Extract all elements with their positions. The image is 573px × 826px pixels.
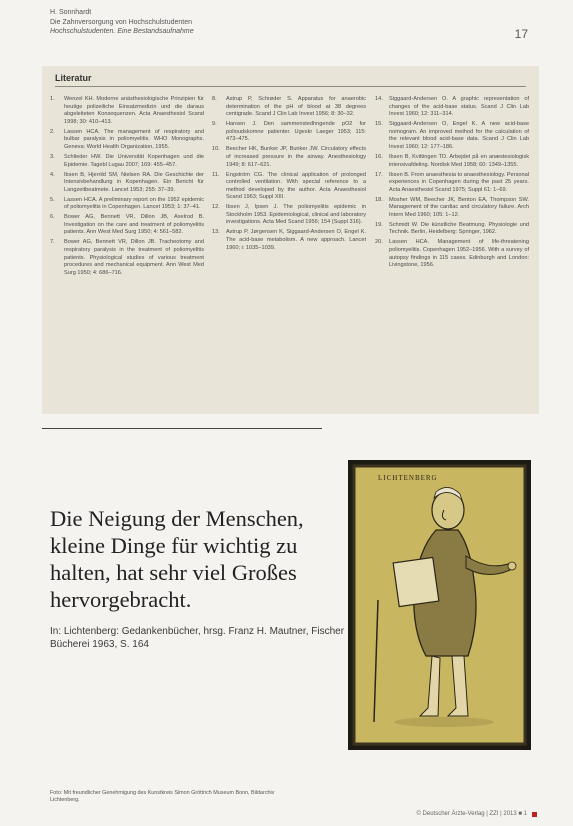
caricature-shadow: [394, 717, 494, 727]
reference-number: 14.: [375, 96, 383, 102]
reference-number: 7.: [50, 239, 55, 246]
reference-column-2: [212, 96, 366, 255]
caricature-label: LICHTENBERG: [378, 474, 438, 482]
caricature-hand: [508, 562, 516, 570]
reference-number: 8.: [212, 96, 217, 102]
section-divider: [42, 428, 322, 429]
reference-text: Hansen J. Den sammenstedhngende pO2 for polioudskomne patienter. Ugeskr Laeger 1953; 115: 473–475.: [226, 121, 366, 143]
reference-item: [212, 121, 366, 144]
reference-number: 15.: [375, 121, 383, 128]
reference-text: Wenzel KH. Moderne anästhesiologische Prinzipien für heutige polizeiliche Einsatzmedizin und die daraus abgeleiteten Konsequenzen. Acta Anaesthesiol Scand 1998; 30: 410–413.: [64, 96, 204, 125]
reference-number: 18.: [375, 196, 383, 203]
page-footer: [416, 811, 537, 817]
reference-item: [50, 96, 204, 126]
footer-text: © Deutscher Ärzte-Verlag | ZZI | 2013 ■ 1: [416, 811, 527, 817]
reference-item: [50, 154, 204, 169]
reference-text: Astrup P, Jørgensen K, Siggaard-Andersen O, Engel K. The acid-base metabolism. A new approach. Lancet 1960; i: 1035–1039.: [226, 229, 366, 251]
reference-number: 3.: [50, 153, 55, 160]
reference-item: [50, 172, 204, 195]
reference-number: 10.: [212, 146, 220, 153]
reference-item: [212, 146, 366, 169]
lichtenberg-caricature: [348, 460, 531, 750]
reference-text: Engström CG. The clinical application of prolonged controlled ventilation. With special reference to a method developed by the author. Acta Anaesthesiol Scand 1963; Suppl XIII.: [226, 171, 366, 201]
reference-text: Ibsen J, Ipsen J. The poliomyelitis epidemic in Stockholm 1953. Epidemiological, clinical and laboratory investigations. Acta Med Scand 1956; 154 (Suppl 316).: [226, 204, 366, 226]
quote-source: In: Lichtenberg: Gedankenbücher, hrsg. Franz H. Mautner, Fischer Bücherei 1963, S. 164: [50, 626, 345, 650]
reference-item: [212, 96, 366, 119]
reference-item: [375, 239, 529, 269]
reference-number: 9.: [212, 121, 217, 128]
header-author: H. Sonnhardt: [50, 9, 92, 16]
reference-item: [375, 172, 529, 195]
reference-text: Ibsen B, Hjerrild SM, Nielsen RA. Die Geschichte der Intensivbehandlung in Kopenhagen. Ein Bericht für Langzeitbeatmete. Lancet 1953; 255: 37–39.: [64, 171, 204, 193]
reference-item: [50, 129, 204, 152]
reference-text: Siggaard-Andersen O, Engel K. A new acid-base nomogram. An improved method for the calculation of the relevant blood acid-base data. Scand J Clin Lab Invest 1960; 12: 177–186.: [389, 121, 529, 150]
reference-number: 5.: [50, 196, 55, 203]
reference-text: Beecher HK, Bunker JP, Bunker JW. Circulatory effects of increased pressure in the airway. Anesthesiology 1949; 8: 617–621.: [226, 146, 366, 168]
reference-text: Ibsen B, Kvittingen TD. Arbejdet på en anæstesiologisk intensivafdeling. Nordisk Med 1958; 60: 1349–1355.: [389, 153, 529, 168]
reference-number: 19.: [375, 221, 383, 228]
reference-item: [212, 172, 366, 202]
footer-marker: [532, 812, 537, 817]
reference-text: Schmidt W. Die künstliche Beatmung. Physiologie und Technik. Berlin, Heidelberg: Springer, 1962.: [389, 221, 529, 236]
reference-item: [375, 222, 529, 237]
reference-text: Siggaard-Andersen O. A graphic representation of changes of the acid-base status. Scand J Clin Lab Invest 1960; 12: 311–314.: [389, 96, 529, 118]
reference-item: [375, 197, 529, 220]
reference-text: Schlieder HW. Die Universität Kopenhagen und die Epidemie. Tagebl Lugau 2007; 169: 455–457.: [64, 153, 204, 168]
reference-item: [212, 229, 366, 252]
literature-title: Literatur: [55, 73, 92, 83]
reference-number: 4.: [50, 171, 55, 178]
reference-number: 20.: [375, 239, 383, 246]
reference-column-3: [375, 96, 529, 272]
reference-text: Lassen HCA. The management of respiratory and bulbar paralysis in poliomyelitis. WHO Monographs. Geneva: World Health Organization, 1955.: [64, 128, 204, 150]
reference-text: Lassen HCA. A preliminary report on the 1952 epidemic of poliomyelitis in Copenhagen. Lancet 1953; 1: 37–41.: [64, 196, 204, 211]
reference-text: Mosher WM, Beecher JK, Benton EA, Thompson SW. Management of the cardiac and circulatory failure. Arch Intern Med 1960; 105: 1–12.: [389, 196, 529, 218]
caricature-book: [393, 557, 439, 606]
caricature-drawing: [348, 460, 531, 750]
reference-item: [375, 121, 529, 151]
reference-item: [50, 239, 204, 277]
reference-text: Bower AG, Bennett VR, Dillon JB, Axelrod B. Investigation on the care and treatment of poliomyelitis patients. Ann West Med Surg 1950; 4: 561–582.: [64, 214, 204, 236]
reference-item: [375, 96, 529, 119]
reference-text: Lassen HCA. Management of life-threatening poliomyelitis. Copenhagen 1952–1956. With a survey of autopsy findings in 115 cases. Edinburgh and London: Livingstone, 1956.: [389, 239, 529, 269]
running-header: [50, 8, 530, 37]
reference-item: [50, 214, 204, 237]
quote-text: Die Neigung der Menschen, kleine Dinge für wichtig zu halten, hat sehr viel Großes hervorgebracht.: [50, 506, 304, 612]
reference-number: 12.: [212, 204, 220, 211]
reference-item: [375, 154, 529, 169]
photo-credit: Foto: Mit freundlicher Genehmigung des Kunstkreis Simon Gröttrich Museum Bonn, Bildarchiv Lichtenberg.: [50, 790, 275, 804]
reference-text: Astrup P, Schrøder S. Apparatus for anaerobic determination of the pH of blood at 38 degrees centigrade. Scand J Clin Lab Invest 1956; 8: 30–32.: [226, 96, 366, 118]
reference-number: 2.: [50, 128, 55, 135]
header-subtitle: Hochschulstudenten. Eine Bestandsaufnahme: [50, 28, 194, 35]
reference-number: 11.: [212, 171, 220, 178]
reference-number: 1.: [50, 96, 55, 102]
reference-item: [50, 197, 204, 212]
literature-box: [42, 66, 539, 414]
page-number: 17: [514, 27, 528, 41]
reference-item: [212, 204, 366, 227]
literature-divider: [55, 86, 526, 87]
reference-text: Bower AG, Bennett VR, Dillon JB. Tracheotomy and respiratory paralysis in the treatment of poliomyelitis patients. Physiological studies of various treatment procedures and mechanical equipment. Ann West Med Surg 1950; 4: 686–716.: [64, 239, 204, 276]
reference-number: 6.: [50, 214, 55, 221]
reference-number: 16.: [375, 153, 383, 160]
reference-number: 17.: [375, 171, 383, 178]
reference-column-1: [50, 96, 204, 280]
header-title: Die Zahnversorgung von Hochschulstudenten: [50, 18, 193, 26]
reference-text: Ibsen B. From anaesthesia to anaesthesiology. Personal experiences in Copenhagen during the past 25 years. Acta Anaesthesiol Scand 1975; Suppl 61: 1–69.: [389, 171, 529, 193]
reference-number: 13.: [212, 229, 220, 236]
